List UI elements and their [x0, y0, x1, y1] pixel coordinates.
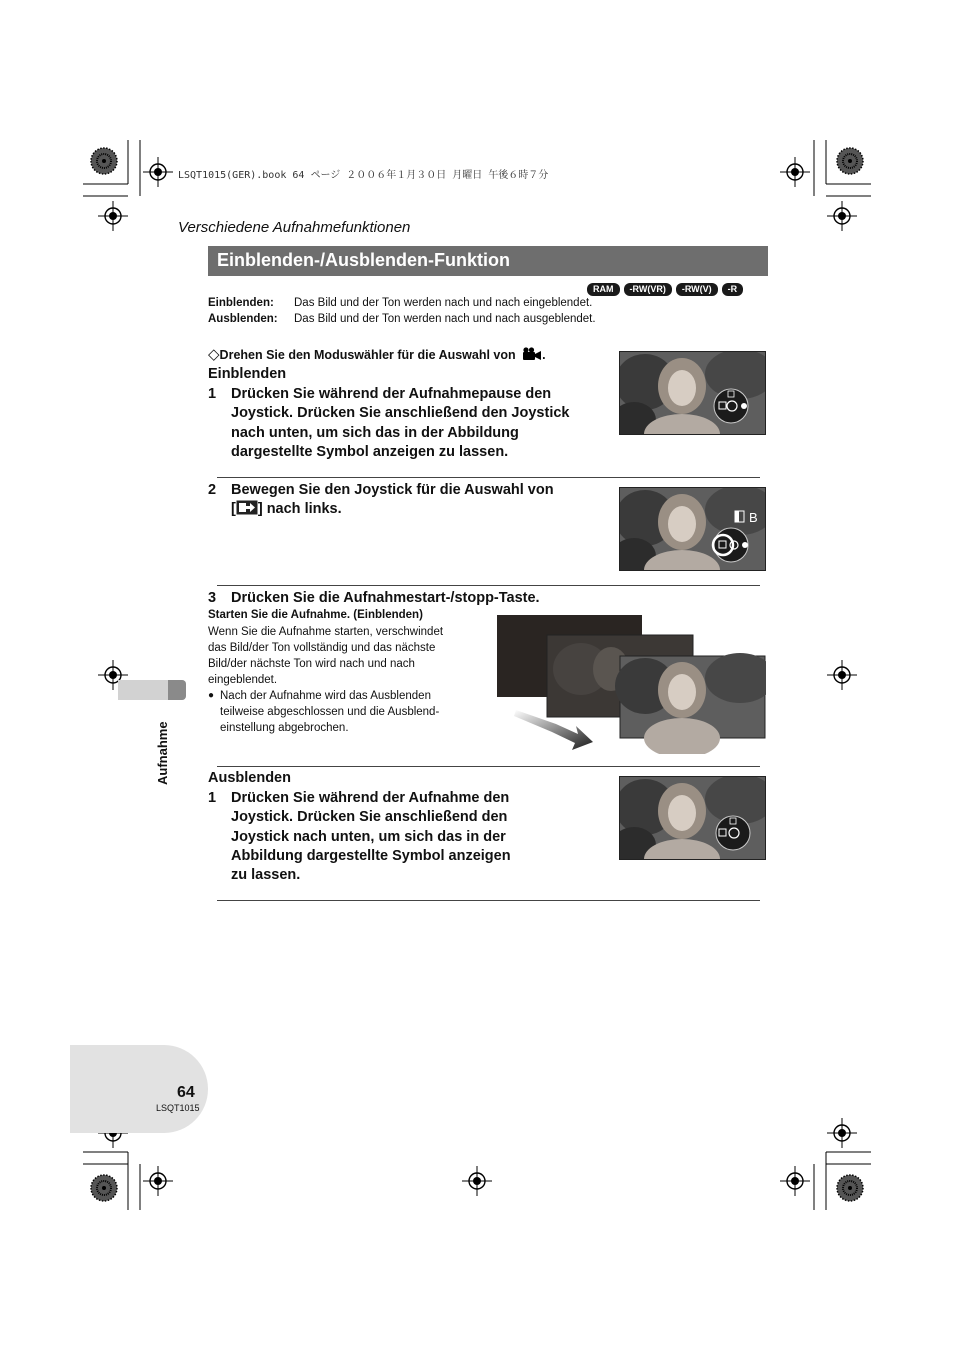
lcd-screenshot-3 — [619, 776, 766, 860]
fade-in-step-1 — [208, 385, 608, 465]
instruction-text: Drehen Sie den Moduswähler für die Auswahl von — [219, 348, 516, 362]
screen-indicator: B — [749, 510, 758, 525]
text-line: Nach der Aufnahme wird das Ausblenden — [220, 690, 431, 702]
definition-term: Einblenden: — [208, 297, 274, 309]
disc-badges — [587, 283, 743, 296]
text-line: teilweise abgeschlossen und die Ausblend- — [220, 706, 440, 718]
step-line: Joystick. Drücken Sie anschließend den — [231, 809, 508, 826]
step-text: Drücken Sie die Aufnahmestart-/stopp-Taste. — [231, 590, 540, 606]
step-number: 1 — [208, 386, 217, 402]
text-line: eingeblendet. — [208, 674, 278, 686]
step-line: Drücken Sie während der Aufnahme den — [231, 790, 510, 806]
lcd-screenshot-2 — [619, 487, 766, 571]
fade-in-step-3 — [208, 589, 628, 609]
step-line-end: ] nach links. — [257, 501, 342, 518]
step-line: Drücken Sie während der Aufnahmepause den — [231, 386, 552, 402]
definition-text: Das Bild und der Ton werden nach und nach ausgeblendet. — [294, 313, 596, 325]
definition-fade-out — [208, 313, 596, 325]
disc-badge-rw-vr: -RW(VR) — [624, 283, 672, 296]
step-line: dargestellte Symbol anzeigen zu lassen. — [231, 443, 509, 460]
mode-instruction — [208, 345, 546, 363]
side-section-label: Aufnahme — [155, 721, 170, 785]
step-line: nach unten, um sich das in der Abbildung — [231, 424, 519, 441]
text-line: das Bild/der Ton vollständig und das nächste — [208, 642, 436, 654]
disc-badge-ram: RAM — [587, 283, 620, 296]
step-text — [231, 481, 554, 520]
fade-sequence-illustration — [496, 614, 766, 754]
start-recording-text — [208, 624, 498, 688]
page-number: 64 — [177, 1084, 195, 1101]
title-bar — [208, 246, 768, 276]
print-header: LSQT1015(GER).book 64 ページ ２００６年１月３０日 月曜日 午後６時７分 — [178, 170, 549, 181]
divider — [217, 585, 760, 586]
page-code: LSQT1015 — [156, 1103, 200, 1113]
definition-term: Ausblenden: — [208, 313, 278, 325]
divider — [217, 900, 760, 901]
step-text — [231, 385, 569, 462]
definition-fade-in — [208, 297, 592, 309]
disc-badge-r: -R — [722, 283, 744, 296]
step-line — [231, 500, 554, 519]
section-label: Verschiedene Aufnahmefunktionen — [178, 219, 411, 236]
note — [208, 688, 498, 736]
divider — [217, 477, 760, 478]
definition-text: Das Bild und der Ton werden nach und nach eingeblendet. — [294, 297, 593, 309]
fade-arrow-icon — [236, 500, 258, 515]
step-number: 3 — [208, 590, 217, 606]
instruction-end: . — [542, 348, 546, 362]
page-title: Einblenden-/Ausblenden-Funktion — [217, 250, 510, 270]
step-number: 2 — [208, 482, 217, 498]
diamond-icon: ◇ — [208, 346, 220, 363]
step-text — [231, 789, 511, 885]
step-line: zu lassen. — [231, 867, 301, 884]
step-line: Joystick nach unten, um sich das in der — [231, 828, 506, 845]
bullet: ● — [208, 690, 215, 701]
step-line: Bewegen Sie den Joystick für die Auswahl von — [231, 482, 554, 498]
fade-in-step-2 — [208, 481, 608, 521]
fade-out-step-1 — [208, 789, 608, 889]
fade-out-heading: Ausblenden — [208, 770, 291, 786]
bracket-open: [ — [231, 501, 236, 518]
sidebar-tab-marker — [168, 680, 186, 700]
divider — [217, 766, 760, 767]
step-line: Abbildung dargestellte Symbol anzeigen — [231, 847, 511, 864]
step-number: 1 — [208, 790, 217, 806]
disc-badge-rw-v: -RW(V) — [676, 283, 718, 296]
video-camera-icon — [522, 347, 542, 361]
text-line: Bild/der nächste Ton wird nach und nach — [208, 658, 415, 670]
start-recording-heading: Starten Sie die Aufnahme. (Einblenden) — [208, 609, 423, 621]
fade-in-heading: Einblenden — [208, 366, 287, 382]
lcd-screenshot-1 — [619, 351, 766, 435]
step-line: Joystick. Drücken Sie anschließend den Joystick — [231, 405, 570, 422]
text-line: Wenn Sie die Aufnahme starten, verschwindet — [208, 626, 444, 638]
text-line: einstellung abgebrochen. — [220, 722, 349, 734]
